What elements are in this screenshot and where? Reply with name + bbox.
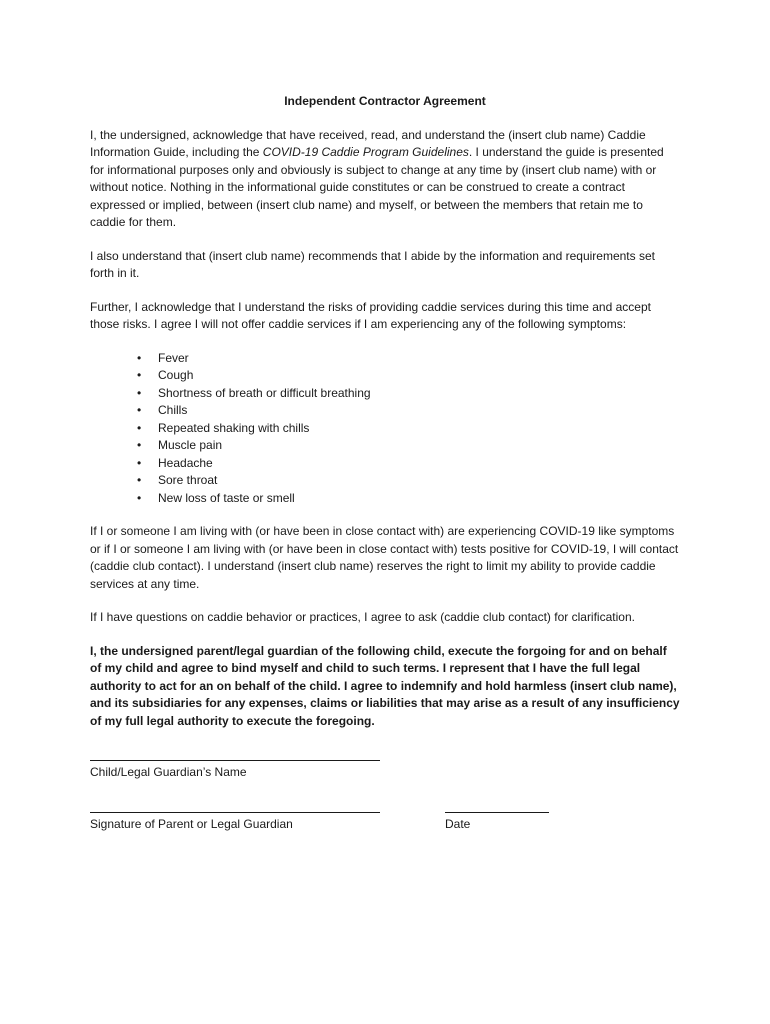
symptom-text: Fever — [158, 350, 189, 365]
bullet-icon: • — [137, 403, 142, 417]
bullet-icon: • — [137, 350, 142, 365]
list-item — [137, 455, 680, 473]
name-label: Child/Legal Guardian’s Name — [90, 765, 247, 779]
requirements-paragraph: I also understand that (insert club name) recommends that I abide by the information and requirements set forth in it. — [90, 248, 655, 280]
contact-paragraph: If I or someone I am living with (or have been in close contact with) are experiencing COVID-19 like symptoms or if I or someone I am living with (or have been in close contact with) tests positive for COVID-19, I will contact (caddie club contact). I understand (insert club name) reserves the right to limit my ability to provide caddie services at any time. — [90, 524, 679, 591]
bullet-icon: • — [137, 385, 142, 400]
intro-paragraph — [90, 127, 680, 232]
list-item — [137, 490, 680, 508]
symptom-text: New loss of taste or smell — [158, 490, 295, 505]
symptom-text: Chills — [158, 403, 188, 417]
intro-text-start: I, the undersigned, acknowledge that have received, read, and understand the (insert club name) Caddie Information Guide, including the — [90, 127, 646, 159]
list-item — [137, 420, 680, 438]
guardian-paragraph: I, the undersigned parent/legal guardian of the following child, execute the forgoing for and on behalf of my child and agree to bind myself and child to such terms. I represent that I have the full legal authority to act for an on behalf of the child. I agree to indemnify and hold harmless (insert club name), and its subsidiaries for any expenses, claims or liabilities that may arise as a result of any insufficiency of my full legal authority to execute the foregoing. — [90, 643, 680, 728]
bullet-icon: • — [137, 438, 142, 452]
date-field[interactable] — [445, 802, 549, 834]
intro-guidelines-title: COVID-19 Caddie Program Guidelines — [262, 145, 469, 159]
date-label: Date — [445, 817, 471, 831]
signature-label: Signature of Parent or Legal Guardian — [90, 817, 293, 831]
questions-paragraph: If I have questions on caddie behavior or practices, I agree to ask (caddie club contact) for clarification. — [90, 610, 635, 624]
signature-block — [90, 750, 680, 854]
signature-row — [90, 802, 680, 854]
list-item — [137, 350, 680, 368]
name-line[interactable] — [90, 750, 380, 761]
symptom-text: Repeated shaking with chills — [158, 420, 310, 435]
bullet-icon: • — [137, 455, 142, 470]
list-item — [137, 402, 680, 420]
risks-paragraph: Further, I acknowledge that I understand the risks of providing caddie services during this time and accept those risks. I agree I will not offer caddie services if I am experiencing any of the following symptoms: — [90, 299, 651, 331]
bullet-icon: • — [137, 490, 142, 505]
bullet-icon: • — [137, 473, 142, 487]
intro-text-end: . I understand the guide is presented for informational purposes only and obviously is subject to change at any time by (insert club name) with or without notice. Nothing in the informational guide constitutes or can be construed to create a contract expressed or implied, between (insert club name) and myself, or between the members that retain me to caddie for them. — [90, 145, 664, 229]
signature-line[interactable] — [90, 802, 380, 813]
date-line[interactable] — [445, 802, 549, 813]
name-field[interactable] — [90, 750, 380, 782]
symptom-text: Muscle pain — [158, 438, 223, 452]
bullet-icon: • — [137, 368, 142, 382]
signature-field[interactable] — [90, 802, 380, 834]
symptom-text: Headache — [158, 455, 213, 470]
bullet-icon: • — [137, 420, 142, 435]
list-item — [137, 472, 680, 490]
symptom-text: Sore throat — [158, 473, 218, 487]
symptom-text: Cough — [158, 368, 194, 382]
list-item — [137, 385, 680, 403]
document-title: Independent Contractor Agreement — [284, 94, 486, 108]
list-item — [137, 367, 680, 385]
symptom-text: Shortness of breath or difficult breathing — [158, 385, 371, 400]
list-item — [137, 437, 680, 455]
name-row — [90, 750, 680, 802]
symptom-list — [90, 350, 680, 508]
